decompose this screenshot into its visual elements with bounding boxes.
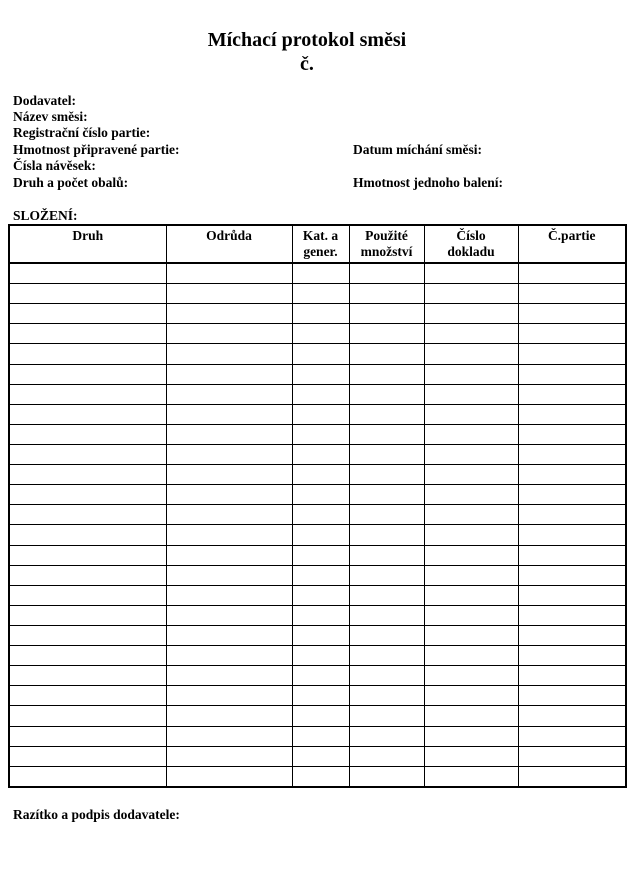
table-cell: [424, 424, 518, 444]
table-cell: [518, 485, 626, 505]
table-row: [9, 465, 626, 485]
supplier-label: Dodavatel:: [13, 93, 76, 108]
registration-number-label: Registrační číslo partie:: [13, 125, 151, 140]
table-cell: [292, 384, 349, 404]
table-row: [9, 706, 626, 726]
table-cell: [292, 565, 349, 585]
table-cell: [518, 605, 626, 625]
table-row: [9, 404, 626, 424]
table-cell: [349, 284, 424, 304]
composition-label: SLOŽENÍ:: [13, 208, 78, 223]
table-row: [9, 444, 626, 464]
table-cell: [292, 726, 349, 746]
table-cell: [349, 646, 424, 666]
table-row: [9, 324, 626, 344]
table-cell: [518, 505, 626, 525]
table-cell: [518, 666, 626, 686]
table-cell: [9, 384, 166, 404]
tag-numbers-label: Čísla návěsek:: [13, 158, 96, 173]
table-cell: [166, 324, 292, 344]
table-cell: [518, 706, 626, 726]
table-cell: [518, 585, 626, 605]
table-cell: [9, 746, 166, 766]
table-cell: [9, 625, 166, 645]
table-cell: [9, 666, 166, 686]
table-cell: [424, 344, 518, 364]
table-cell: [518, 324, 626, 344]
table-cell: [9, 726, 166, 746]
table-cell: [9, 424, 166, 444]
table-cell: [292, 424, 349, 444]
table-cell: [349, 384, 424, 404]
table-cell: [292, 505, 349, 525]
table-cell: [166, 746, 292, 766]
table-cell: [166, 505, 292, 525]
table-cell: [166, 284, 292, 304]
table-cell: [424, 726, 518, 746]
table-cell: [166, 605, 292, 625]
table-cell: [518, 384, 626, 404]
table-cell: [349, 505, 424, 525]
table-cell: [349, 404, 424, 424]
column-header-c-partie: Č.partie: [518, 225, 626, 263]
table-cell: [292, 263, 349, 284]
table-cell: [292, 404, 349, 424]
table-row: [9, 666, 626, 686]
table-row: [9, 304, 626, 324]
table-cell: [349, 444, 424, 464]
table-cell: [166, 344, 292, 364]
table-row: [9, 545, 626, 565]
document-number: č.: [300, 53, 314, 75]
table-cell: [292, 646, 349, 666]
table-cell: [424, 746, 518, 766]
table-cell: [166, 364, 292, 384]
table-cell: [424, 565, 518, 585]
table-row: [9, 485, 626, 505]
table-cell: [518, 263, 626, 284]
table-cell: [424, 585, 518, 605]
table-cell: [518, 444, 626, 464]
table-cell: [9, 304, 166, 324]
table-row: [9, 585, 626, 605]
table-cell: [166, 565, 292, 585]
table-cell: [9, 505, 166, 525]
table-cell: [292, 485, 349, 505]
table-cell: [292, 666, 349, 686]
table-cell: [9, 525, 166, 545]
table-cell: [349, 706, 424, 726]
table-cell: [166, 263, 292, 284]
table-row: [9, 263, 626, 284]
mixture-name-label: Název směsi:: [13, 109, 88, 124]
document-title: Míchací protokol směsi: [207, 29, 407, 51]
table-cell: [349, 605, 424, 625]
table-cell: [166, 766, 292, 787]
table-cell: [349, 424, 424, 444]
table-cell: [424, 545, 518, 565]
table-cell: [292, 686, 349, 706]
table-cell: [292, 585, 349, 605]
table-cell: [518, 646, 626, 666]
table-cell: [166, 304, 292, 324]
table-cell: [349, 465, 424, 485]
table-cell: [9, 605, 166, 625]
table-cell: [349, 666, 424, 686]
table-cell: [9, 364, 166, 384]
table-cell: [166, 404, 292, 424]
table-cell: [518, 686, 626, 706]
table-cell: [424, 646, 518, 666]
column-header-kat-gener: Kat. a gener.: [292, 225, 349, 263]
table-cell: [292, 364, 349, 384]
table-cell: [424, 706, 518, 726]
table-cell: [292, 465, 349, 485]
table-cell: [424, 625, 518, 645]
package-type-count-label: Druh a počet obalů:: [13, 175, 129, 190]
table-cell: [349, 585, 424, 605]
table-cell: [424, 686, 518, 706]
table-cell: [9, 344, 166, 364]
table-cell: [292, 545, 349, 565]
table-cell: [349, 304, 424, 324]
table-cell: [9, 465, 166, 485]
table-cell: [292, 284, 349, 304]
table-cell: [9, 324, 166, 344]
table-cell: [518, 525, 626, 545]
package-weight-label: Hmotnost jednoho balení:: [353, 175, 504, 190]
table-cell: [292, 746, 349, 766]
table-cell: [292, 304, 349, 324]
table-cell: [518, 304, 626, 324]
table-cell: [518, 465, 626, 485]
column-header-cislo-dokladu: Číslo dokladu: [424, 225, 518, 263]
table-row: [9, 424, 626, 444]
table-cell: [424, 263, 518, 284]
table-cell: [9, 284, 166, 304]
table-cell: [349, 364, 424, 384]
table-cell: [349, 766, 424, 787]
table-row: [9, 766, 626, 787]
table-cell: [292, 766, 349, 787]
table-cell: [424, 404, 518, 424]
table-cell: [424, 485, 518, 505]
table-cell: [518, 364, 626, 384]
composition-table: [8, 224, 627, 788]
table-cell: [9, 565, 166, 585]
table-cell: [9, 646, 166, 666]
table-cell: [518, 766, 626, 787]
table-header-row: [9, 225, 626, 263]
table-cell: [518, 565, 626, 585]
table-cell: [166, 706, 292, 726]
table-cell: [292, 324, 349, 344]
table-cell: [349, 565, 424, 585]
table-cell: [166, 444, 292, 464]
table-row: [9, 605, 626, 625]
column-header-odruda: Odrůda: [166, 225, 292, 263]
table-cell: [518, 284, 626, 304]
table-cell: [9, 686, 166, 706]
table-cell: [292, 706, 349, 726]
table-cell: [349, 324, 424, 344]
table-row: [9, 344, 626, 364]
table-cell: [9, 485, 166, 505]
table-cell: [349, 344, 424, 364]
table-cell: [9, 766, 166, 787]
table-cell: [349, 525, 424, 545]
table-cell: [166, 646, 292, 666]
table-cell: [166, 424, 292, 444]
table-cell: [518, 404, 626, 424]
table-cell: [166, 485, 292, 505]
table-cell: [9, 263, 166, 284]
table-cell: [424, 666, 518, 686]
table-cell: [166, 545, 292, 565]
table-cell: [424, 284, 518, 304]
table-cell: [518, 344, 626, 364]
table-cell: [424, 505, 518, 525]
table-cell: [166, 465, 292, 485]
table-cell: [424, 364, 518, 384]
table-cell: [518, 545, 626, 565]
table-cell: [518, 726, 626, 746]
stamp-signature-label: Razítko a podpis dodavatele:: [13, 807, 180, 822]
table-cell: [166, 666, 292, 686]
table-cell: [292, 625, 349, 645]
table-cell: [9, 585, 166, 605]
table-cell: [349, 263, 424, 284]
table-row: [9, 646, 626, 666]
table-cell: [9, 444, 166, 464]
table-row: [9, 525, 626, 545]
batch-weight-label: Hmotnost připravené partie:: [13, 142, 180, 157]
table-cell: [424, 465, 518, 485]
table-cell: [349, 485, 424, 505]
table-row: [9, 384, 626, 404]
table-cell: [424, 304, 518, 324]
table-cell: [166, 585, 292, 605]
table-cell: [518, 746, 626, 766]
column-header-pouzite-mnozstvi: Použité množství: [349, 225, 424, 263]
table-cell: [424, 324, 518, 344]
table-row: [9, 686, 626, 706]
table-cell: [424, 384, 518, 404]
table-cell: [9, 545, 166, 565]
table-cell: [424, 444, 518, 464]
table-cell: [349, 726, 424, 746]
mixing-date-label: Datum míchání směsi:: [353, 142, 482, 157]
table-row: [9, 625, 626, 645]
table-cell: [349, 625, 424, 645]
table-cell: [166, 384, 292, 404]
table-cell: [166, 726, 292, 746]
table-cell: [349, 746, 424, 766]
table-cell: [292, 444, 349, 464]
table-cell: [424, 605, 518, 625]
table-cell: [424, 766, 518, 787]
table-row: [9, 726, 626, 746]
table-cell: [424, 525, 518, 545]
table-row: [9, 746, 626, 766]
table-cell: [9, 706, 166, 726]
table-cell: [349, 545, 424, 565]
table-cell: [166, 525, 292, 545]
table-cell: [292, 605, 349, 625]
table-cell: [292, 525, 349, 545]
table-cell: [166, 686, 292, 706]
table-cell: [349, 686, 424, 706]
table-row: [9, 505, 626, 525]
table-cell: [518, 424, 626, 444]
table-row: [9, 565, 626, 585]
table-row: [9, 284, 626, 304]
column-header-druh: Druh: [9, 225, 166, 263]
table-cell: [292, 344, 349, 364]
table-cell: [9, 404, 166, 424]
table-cell: [166, 625, 292, 645]
table-row: [9, 364, 626, 384]
table-cell: [518, 625, 626, 645]
